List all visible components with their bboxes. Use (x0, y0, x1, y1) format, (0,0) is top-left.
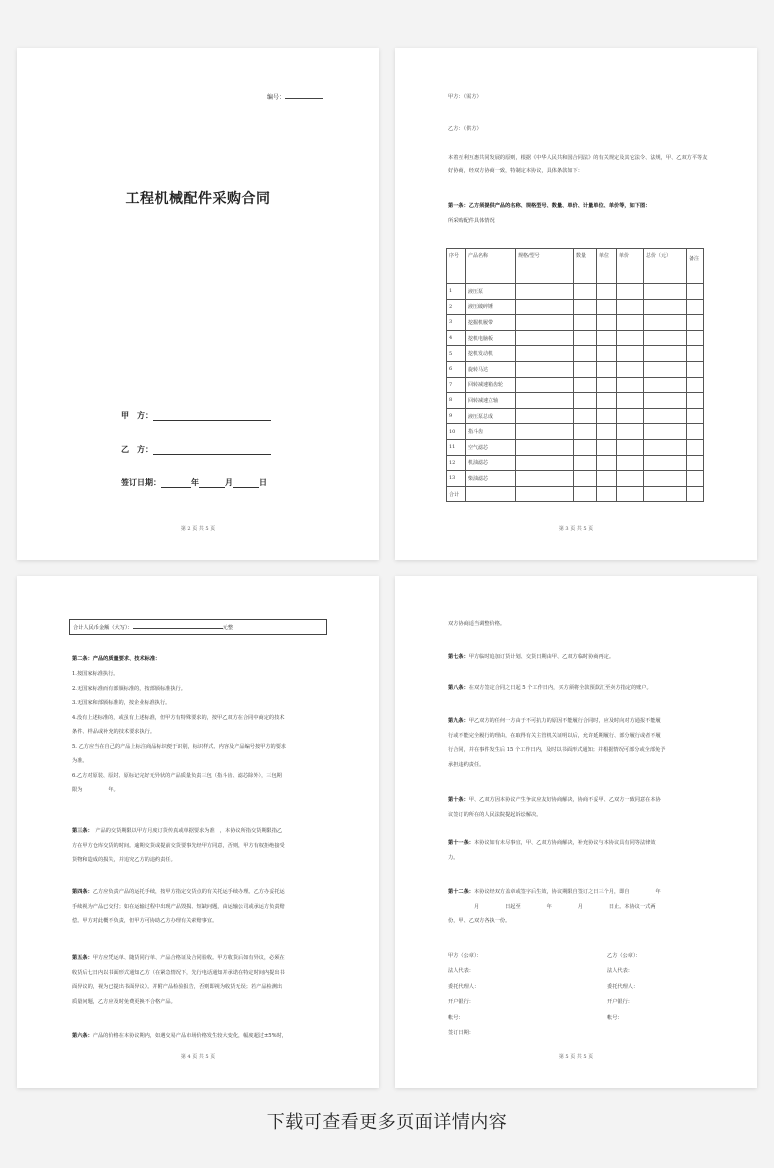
clause-10-line: 议签订的所在的人民法院提起诉讼解决。 (448, 811, 542, 818)
party-b-line: 乙方：（供方） (448, 126, 482, 132)
table-row (447, 315, 704, 331)
table-cell (516, 346, 574, 362)
clause-12-line: 份，甲、乙双方各执一份。 (448, 918, 511, 924)
contract-title: 工程机械配件采购合同 (125, 191, 271, 207)
table-cell (617, 361, 644, 377)
table-cell (644, 346, 687, 362)
table-cell (644, 284, 687, 300)
contract-number-blank (285, 93, 323, 99)
table-cell (574, 424, 597, 440)
clause-heading: 第五条： (72, 955, 93, 961)
table-cell (687, 377, 704, 393)
table-cell (516, 486, 574, 502)
page-footer: 第 3 页 共 5 页 (558, 526, 594, 532)
party-a-label: 甲 方： (121, 411, 153, 420)
sign-field-party-b: 帐号： (607, 1014, 623, 1021)
table-cell (687, 486, 704, 502)
table-cell: 挖掘机履带 (466, 315, 516, 331)
table-cell (597, 424, 617, 440)
table-cell: 13 (447, 471, 466, 487)
table-cell (516, 377, 574, 393)
table-cell: 3 (447, 315, 466, 331)
table-cell (687, 284, 704, 300)
table-cell: 机油滤芯 (466, 455, 516, 471)
table-cell (644, 299, 687, 315)
table-cell (617, 315, 644, 331)
table-cell (644, 408, 687, 424)
table-row (447, 377, 704, 393)
sign-field-party-a: 委托代理人： (448, 983, 480, 990)
clause-3-line: 货物和造成的损失，并追究乙方的违约责任。 (72, 857, 176, 863)
quality-item: 1.按国家标准执行。 (72, 671, 119, 677)
table-cell (516, 455, 574, 471)
table-cell (597, 455, 617, 471)
table-cell: 指斗齿 (466, 424, 516, 440)
col-header: 备注 (687, 249, 704, 284)
quality-item: 3.无国家和部颁标准的，按企业标准执行。 (72, 700, 171, 706)
table-cell (516, 284, 574, 300)
table-cell (516, 471, 574, 487)
col-header: 规格/型号 (516, 249, 574, 284)
table-row (447, 284, 704, 300)
clause-4-line: 第四条：乙方应负责产品的运托手续，按甲方指定交货点的有关托运手续办理。乙方办妥托运 (72, 889, 285, 895)
sign-date-label: 签订日期： (121, 478, 161, 487)
table-cell (687, 299, 704, 315)
table-cell (597, 299, 617, 315)
table-row (447, 361, 704, 377)
table-row (447, 439, 704, 455)
table-cell (687, 439, 704, 455)
table-cell: 8 (447, 393, 466, 409)
table-cell: 旋转马达 (466, 361, 516, 377)
table-cell (687, 471, 704, 487)
month-label: 月 (225, 478, 233, 487)
col-header: 单价 (617, 249, 644, 284)
clause-5-line: 第五条：甲方应凭运单、随货同行单、产品合格证及合同验收。甲方收货后如有异议，必须在 (72, 955, 285, 961)
table-cell: 柴油滤芯 (466, 471, 516, 487)
table-cell (617, 486, 644, 502)
table-cell (516, 361, 574, 377)
day-blank (233, 480, 259, 488)
table-cell (687, 393, 704, 409)
table-cell (617, 377, 644, 393)
contract-number-field (267, 92, 323, 101)
table-cell (597, 284, 617, 300)
table-cell (597, 471, 617, 487)
sign-field-party-a: 法人代表： (448, 968, 474, 975)
page-footer: 第 5 页 共 5 页 (558, 1054, 594, 1060)
table-cell: 2 (447, 299, 466, 315)
year-label: 年 (191, 478, 199, 487)
table-cell (687, 361, 704, 377)
table-cell (516, 315, 574, 331)
table-cell: 挖机电脑板 (466, 330, 516, 346)
year-blank (161, 480, 191, 488)
table-header-row (447, 249, 704, 284)
table-cell: 11 (447, 439, 466, 455)
table-row (447, 299, 704, 315)
table-cell: 10 (447, 424, 466, 440)
table-cell (574, 284, 597, 300)
table-cell (574, 455, 597, 471)
clause-10-line: 第十条：甲、乙双方因本协议产生争议应友好协商解决，协商不妥甲、乙双方一致同意在本协 (448, 797, 661, 803)
table-cell (597, 346, 617, 362)
table-cell (466, 486, 516, 502)
table-cell (597, 361, 617, 377)
table-row (447, 486, 704, 502)
clause-heading: 第三条： (72, 828, 91, 834)
table-cell (516, 330, 574, 346)
total-amount-box (69, 619, 327, 635)
clause-8: 第八条：在双方签定合同之日起 5 个工作日内，买方须将全款预款汇至卖方指定的账户。 (448, 685, 652, 691)
clause-5-line: 面异议的，视为已提出书面异议）。并附产品检验报告，否则即视为收货无误；若产品检测出 (72, 984, 283, 990)
clause-3-line: 第三条： 产品的交货期限以甲方月度订货传真或单据要求为准 ，本协议所指交货期限指乙 (72, 828, 283, 834)
total-amount-suffix: 元整 (222, 625, 234, 631)
table-cell: 空气滤芯 (466, 439, 516, 455)
col-header: 数量 (574, 249, 597, 284)
table-cell (644, 471, 687, 487)
party-b-blank (153, 447, 271, 455)
table-cell (597, 393, 617, 409)
table-cell (617, 439, 644, 455)
table-cell (644, 361, 687, 377)
table-cell (617, 346, 644, 362)
table-cell (617, 424, 644, 440)
clause-12-line: 第十二条：本协议经双方盖章或签字后生效，协议期限自签订之日三个月，即自 年 (448, 889, 661, 895)
sign-field-party-a: 开户银行： (448, 999, 474, 1006)
table-cell: 5 (447, 346, 466, 362)
clause-1-title: 第一条：乙方须提供产品的名称、规格型号、数量、单价、计量单位、单价等，如下图： (448, 203, 651, 209)
table-cell (516, 393, 574, 409)
table-cell (597, 408, 617, 424)
clause-11-line: 第十一条：本协议如有未尽事宜，甲、乙双方协商解决，补充协议与本协议具有同等法律效 (448, 840, 656, 846)
page-footer: 第 2 页 共 5 页 (180, 526, 216, 532)
sign-field-party-a: 甲方（公章）： (448, 953, 482, 959)
clause-9-line: 行或不能完全履行的理由，在取得有关主管机关证明以后，允许延期履行、部分履行或者不履 (448, 732, 661, 739)
sign-field-party-b: 开户银行： (607, 999, 633, 1006)
table-cell: 液压破碎锤 (466, 299, 516, 315)
party-a-line: 甲方：（需方） (448, 94, 482, 100)
page-footer: 第 4 页 共 5 页 (180, 1054, 216, 1060)
table-cell (687, 315, 704, 331)
clause-heading: 第十一条： (448, 840, 474, 846)
col-header: 序号 (447, 249, 466, 284)
table-cell: 液压泵总成 (466, 408, 516, 424)
clause-heading: 第十二条： (448, 889, 474, 895)
table-cell: 7 (447, 377, 466, 393)
table-row (447, 455, 704, 471)
clause-heading: 第四条： (72, 889, 93, 895)
table-cell: 液压泵 (466, 284, 516, 300)
month-blank (199, 480, 225, 488)
col-header: 产品名称 (466, 249, 516, 284)
table-cell (644, 377, 687, 393)
clause-heading: 第七条： (448, 654, 469, 660)
table-cell (617, 284, 644, 300)
col-header: 单位 (597, 249, 617, 284)
table-cell: 1 (447, 284, 466, 300)
table-cell (617, 330, 644, 346)
quality-item: 限为 年。 (72, 787, 119, 793)
table-cell (644, 424, 687, 440)
table-cell: 12 (447, 455, 466, 471)
intro-paragraph: 本着互利互惠共同发展的原则，根据《中华人民共和国合同法》的有关规定及其它法令、法规，甲、乙双方平等友好协商，经双方协商一致，特制定本协议，具体条款如下： (448, 155, 708, 174)
table-cell (516, 299, 574, 315)
table-cell (574, 486, 597, 502)
table-cell (516, 408, 574, 424)
party-b-field (121, 444, 271, 455)
table-cell: 挖机发动机 (466, 346, 516, 362)
table-row (447, 471, 704, 487)
table-cell (574, 408, 597, 424)
table-cell (644, 315, 687, 331)
table-cell (597, 377, 617, 393)
table-cell (687, 346, 704, 362)
table-row (447, 424, 704, 440)
clause-1-subtitle: 所采购配件具体情况 (448, 218, 495, 224)
table-cell (516, 439, 574, 455)
contract-number-label: 编号： (266, 94, 285, 101)
clause-4-line: 手续视为产品已交付；如在运输过程中出现产品毁损、短缺问题，由运输公司或承运方负责赔 (72, 903, 285, 910)
clause-12-line: 月 日起至 年 月 日止。本协议一式两 (448, 903, 656, 910)
clause-heading: 第六条： (72, 1033, 93, 1039)
table-cell: 6 (447, 361, 466, 377)
quality-item: 6.乙方对原装、原封、原标记完好无异状的产品质量负责三包（指斗齿、滤芯除外），三包期 (72, 772, 282, 779)
clause-9-line: 第九条：甲乙双方的任何一方由于不可抗力的原因不能履行合同时，应及时向对方通报不能履 (448, 718, 661, 724)
sign-field-party-b: 乙方（公章）： (607, 953, 641, 959)
table-cell: 9 (447, 408, 466, 424)
table-cell (644, 439, 687, 455)
page-terms-signatures (395, 576, 757, 1088)
table-row (447, 330, 704, 346)
table-cell: 4 (447, 330, 466, 346)
table-cell (574, 471, 597, 487)
clause-11-line: 力。 (448, 854, 459, 861)
table-cell (597, 330, 617, 346)
table-cell (644, 330, 687, 346)
page-quality-terms (17, 576, 379, 1088)
quality-item: 4.没有上述标准的，或虽有上述标准，但甲方有特殊要求的，按甲乙双方在合同中商定的技术 (72, 714, 285, 721)
clause-9-line: 行合同，并在事件发生后 15 个工作日内，及时以书面形式通知；并根据情况可部分或全部免予 (448, 747, 666, 753)
clause-heading: 第八条： (448, 685, 469, 691)
col-header: 总价（元） (644, 249, 687, 284)
quality-item: 5. 乙方应当在自己的产品上标注商品标识便于识别，标识样式、内容及产品编号按甲方的要求 (72, 743, 287, 750)
total-amount-label: 合计人民币金额（大写）： (73, 625, 133, 631)
table-row (447, 393, 704, 409)
table-cell (687, 424, 704, 440)
table-cell (574, 346, 597, 362)
party-b-label: 乙 方： (121, 445, 153, 454)
table-row (447, 408, 704, 424)
clause-4-line: 偿。甲方对此概不负责，但甲方可协助乙方办理有关索赔事宜。 (72, 918, 218, 924)
clause-6: 第六条：产品的价格在本协议期内，如遇交易产品市场价格发生较大变化，幅度超过±5%时， (72, 1033, 287, 1039)
product-table (446, 248, 704, 502)
clause-heading: 第二条： (72, 656, 93, 662)
table-cell (574, 299, 597, 315)
table-cell (574, 393, 597, 409)
quality-item: 条件、样品或补充的技术要求执行。 (72, 729, 156, 735)
table-cell (574, 330, 597, 346)
table-cell (617, 471, 644, 487)
quality-item: 为准。 (72, 758, 88, 764)
table-cell (644, 393, 687, 409)
table-cell (644, 486, 687, 502)
table-cell (687, 455, 704, 471)
price-continuation: 双方协商适当调整价格。 (448, 621, 506, 627)
total-amount-blank (133, 623, 223, 629)
party-a-field (121, 410, 271, 421)
table-cell (644, 455, 687, 471)
table-cell (617, 393, 644, 409)
table-cell (597, 315, 617, 331)
table-cell (597, 439, 617, 455)
table-cell (574, 439, 597, 455)
clause-7: 第七条：甲方临时追加订货计划、交货日期由甲、乙双方临时协商再定。 (448, 654, 615, 660)
table-cell (687, 408, 704, 424)
table-row (447, 346, 704, 362)
sign-field-party-a: 签订日期： (448, 1030, 474, 1036)
clause-5-line: 质量问题，乙方应及时免费更换不合格产品。 (72, 998, 176, 1005)
page-product-table (395, 48, 757, 560)
sign-date-field (121, 477, 267, 488)
table-cell: 回转减速立轴 (466, 393, 516, 409)
download-caption: 下载可查看更多页面详情内容 (266, 1112, 508, 1133)
clause-heading: 第十条： (448, 797, 469, 803)
sign-field-party-b: 法人代表： (607, 968, 633, 975)
clause-3-line: 方在甲方仓库交货的时间。逾期交货或提前交货要事先经甲方同意，否则，甲方有权拒绝接受 (72, 842, 285, 849)
table-cell (516, 424, 574, 440)
table-cell (617, 299, 644, 315)
party-a-blank (153, 413, 271, 421)
table-cell (574, 361, 597, 377)
table-cell (617, 408, 644, 424)
clause-2-title: 第二条：产品的质量要求、技术标准： (72, 656, 161, 662)
quality-item: 2.无国家标准而有部颁标准的，按部颁标准执行。 (72, 685, 186, 692)
clause-9-line: 承担违约责任。 (448, 761, 485, 768)
sign-field-party-a: 帐号： (448, 1014, 464, 1021)
table-cell: 回转减速箱齿轮 (466, 377, 516, 393)
table-cell (597, 486, 617, 502)
table-cell: 合计 (447, 486, 466, 502)
table-cell (574, 315, 597, 331)
day-label: 日 (259, 478, 267, 487)
table-cell (687, 330, 704, 346)
table-cell (617, 455, 644, 471)
clause-heading: 第九条： (448, 718, 469, 724)
table-cell (574, 377, 597, 393)
clause-5-line: 收货后七日内以书面形式通知乙方（在紧急情况下，先行电话通知并承诺在特定时间内提出书 (72, 969, 285, 976)
sign-field-party-b: 委托代理人： (607, 983, 639, 990)
page-cover (17, 48, 379, 560)
